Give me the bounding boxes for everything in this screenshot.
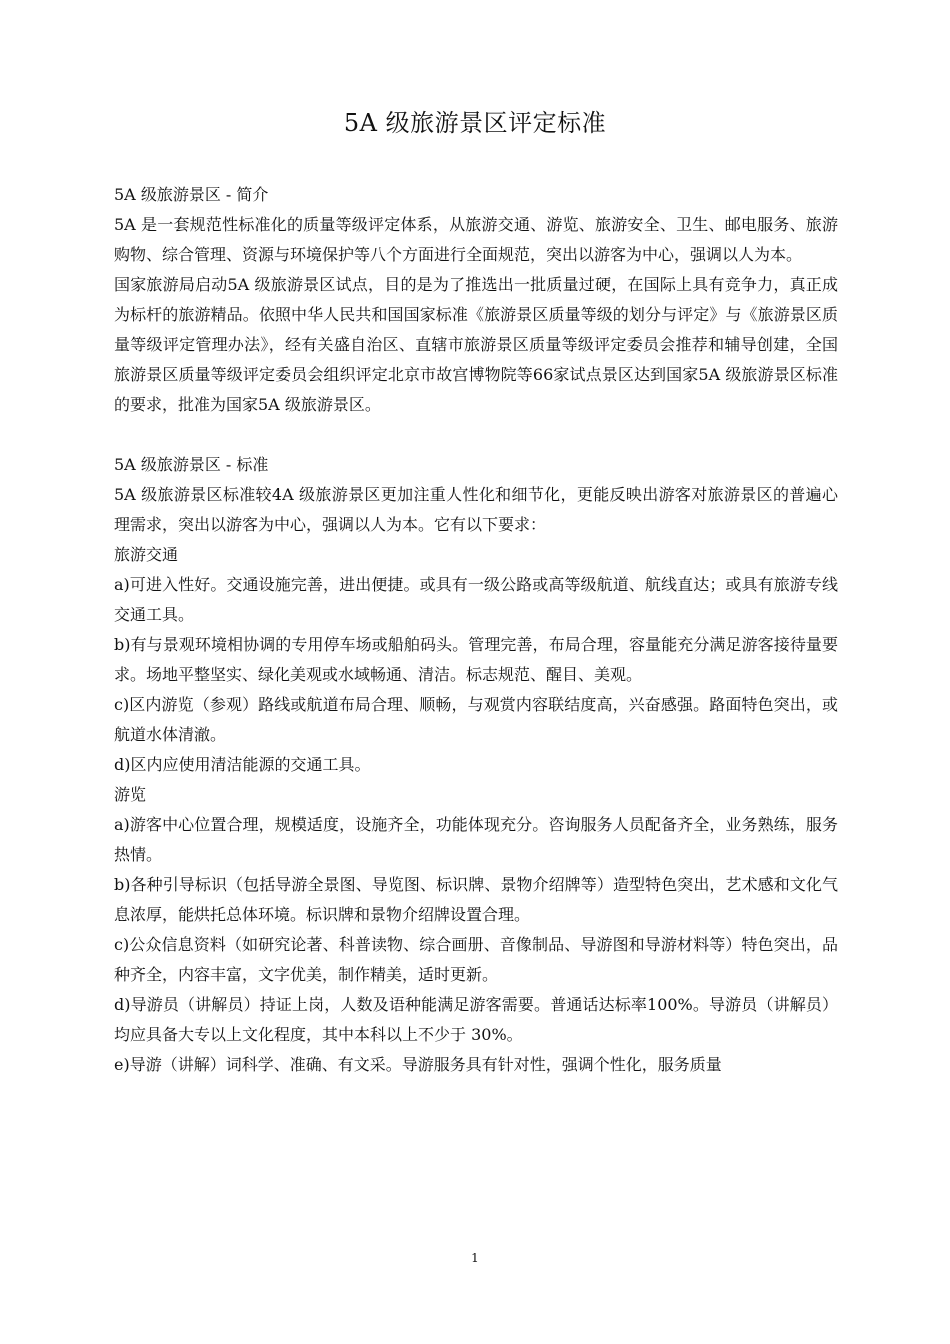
intro-paragraph-1: 5A 是一套规范性标准化的质量等级评定体系，从旅游交通、游览、旅游安全、卫生、邮电服务、旅游购物、综合管理、资源与环境保护等八个方面进行全面规范，突出以游客为中心，强调以人为本。	[114, 215, 838, 264]
intro-paragraph-2: 国家旅游局启动5A 级旅游景区试点，目的是为了推选出一批质量过硬，在国际上具有竞争力，真正成为标杆的旅游精品。依照中华人民共和国国家标准《旅游景区质量等级的划分与评定》与《旅游景区质量等级评定管理办法》，经有关盛自治区、直辖市旅游景区质量等级评定委员会推荐和辅导创建，全国旅游景区质量等级评定委员会组织评定北京市故宫博物院等66家试点景区达到国家5A 级旅游景区标准的要求，批准为国家5A 级旅游景区。	[114, 275, 838, 414]
section-spacer	[114, 420, 838, 450]
tour-item-c: c)公众信息资料（如研究论著、科普读物、综合画册、音像制品、导游图和导游材料等）特色突出，品种齐全，内容丰富，文字优美，制作精美，适时更新。	[114, 935, 838, 984]
tour-item-e: e)导游（讲解）词科学、准确、有文采。导游服务具有针对性，强调个性化，服务质量	[114, 1055, 722, 1074]
tour-item-b: b)各种引导标识（包括导游全景图、导览图、标识牌、景物介绍牌等）造型特色突出，艺术感和文化气息浓厚，能烘托总体环境。标识牌和景物介绍牌设置合理。	[114, 875, 838, 924]
document-body	[114, 180, 838, 1080]
standard-intro: 5A 级旅游景区标准较4A 级旅游景区更加注重人性化和细节化，更能反映出游客对旅游景区的普遍心理需求，突出以游客为中心，强调以人为本。它有以下要求：	[114, 485, 838, 534]
document-title: 5A 级旅游景区评定标准	[343, 109, 607, 137]
tour-item-a: a)游客中心位置合理，规模适度，设施齐全，功能体现充分。咨询服务人员配备齐全，业务熟练，服务热情。	[114, 815, 838, 864]
standard-heading: 5A 级旅游景区 - 标准	[114, 455, 269, 474]
intro-heading: 5A 级旅游景区 - 简介	[114, 185, 269, 204]
tour-heading: 游览	[114, 785, 147, 804]
transport-item-a: a)可进入性好。交通设施完善，进出便捷。或具有一级公路或高等级航道、航线直达；或具有旅游专线交通工具。	[114, 575, 838, 624]
transport-item-c: c)区内游览（参观）路线或航道布局合理、顺畅，与观赏内容联结度高，兴奋感强。路面特色突出，或航道水体清澈。	[114, 695, 838, 744]
transport-item-b: b)有与景观环境相协调的专用停车场或船舶码头。管理完善，布局合理，容量能充分满足游客接待量要求。场地平整坚实、绿化美观或水域畅通、清洁。标志规范、醒目、美观。	[114, 635, 838, 684]
transport-item-d: d)区内应使用清洁能源的交通工具。	[114, 755, 371, 774]
transport-heading: 旅游交通	[114, 545, 179, 564]
tour-item-d: d)导游员（讲解员）持证上岗，人数及语种能满足游客需要。普通话达标率100%。导游员（讲解员）均应具备大专以上文化程度，其中本科以上不少于 30%。	[114, 995, 838, 1044]
page-number: 1	[471, 1251, 479, 1265]
